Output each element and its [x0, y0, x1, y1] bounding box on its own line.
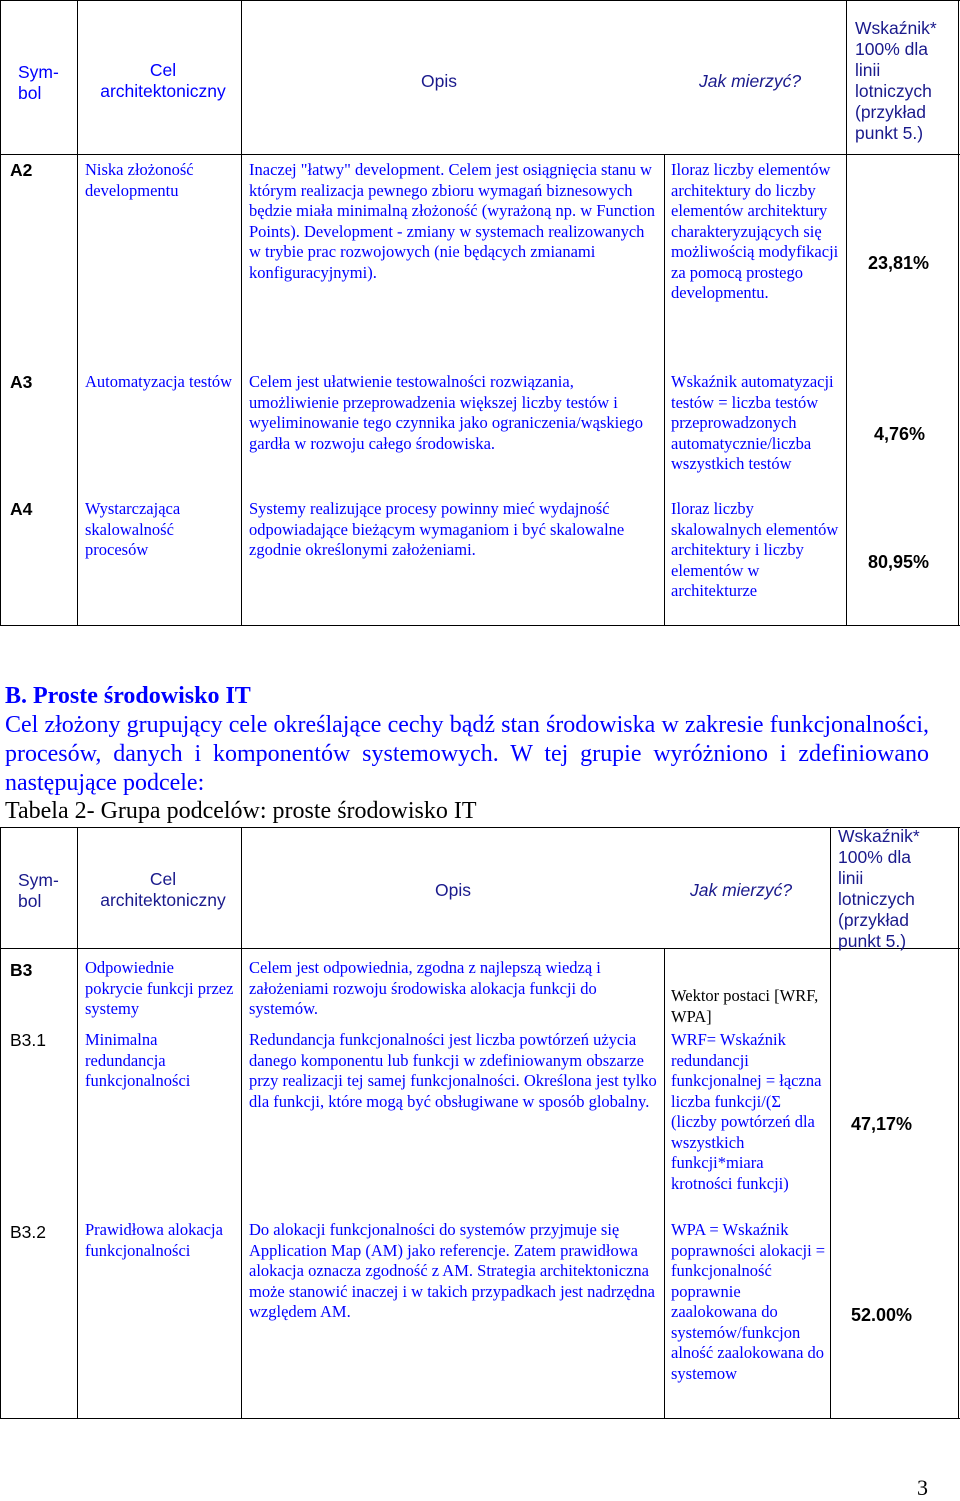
row-a4-description: Systemy realizujące procesy powinny mieć wydajność odpowiadające bieżącym wymaganiom i być skalowalne zgodnie określonymi założeniami.	[249, 499, 625, 559]
row-a4-measure: Iloraz liczby skalowalnych elementów architektury i liczby elementów w architekturze	[671, 499, 839, 600]
row-a3-symbol: A3	[10, 372, 33, 392]
header-indicator: Wskaźnik* 100% dla linii lotniczych (przykład punkt 5.)	[855, 18, 937, 143]
row-a3-goal: Automatyzacja testów	[85, 372, 233, 391]
t2-header-indicator: Wskaźnik* 100% dla linii lotniczych (przykład punkt 5.)	[838, 826, 920, 951]
header-description: Opis	[421, 71, 457, 91]
row-b3-1-symbol: B3.1	[10, 1030, 46, 1050]
row-a2-symbol: A2	[10, 160, 33, 180]
row-b3-1-description: Redundancja funkcjonalności jest liczba powtórzeń użycia danego komponentu lub funkcji w zdefiniowanym obszarze przy realizacji tej samej funkcjonalności. Określona jest tylko dla funkcji, które mogą być obsługiwane w sposób globalny.	[249, 1030, 657, 1111]
row-a4-symbol: A4	[10, 499, 33, 519]
row-a2-value: 23,81%	[868, 253, 930, 273]
row-a4-goal: Wystarczająca skalowalność procesów	[85, 499, 181, 559]
t2-header-description: Opis	[435, 880, 471, 900]
header-goal: Cel architektoniczny	[100, 60, 226, 101]
row-b3-2-symbol: B3.2	[10, 1222, 46, 1242]
row-a2-goal: Niska złożoność developmentu	[85, 160, 194, 200]
row-a3-measure: Wskaźnik automatyzacji testów = liczba testów przeprowadzonych automatycznie/liczba wszystkich testów	[671, 372, 834, 473]
row-b3-goal: Odpowiednie pokrycie funkcji przez systemy	[85, 958, 234, 1018]
row-b3-2-description: Do alokacji funkcjonalności do systemów przyjmuje się Application Map (AM) jako referencje. Zatem prawidłowa alokacja oznacza zgodność z AM. Strategia architektoniczna może stanowić inaczej i w takich przypadkach jest nadrzędna względem AM.	[249, 1220, 655, 1321]
header-symbol: Sym- bol	[18, 62, 59, 103]
section-paragraph: Cel złożony grupujący cele określające cechy bądź stan środowiska w zakresie funkcjonalności, procesów, danych i komponentów systemowych. W tej grupie wyróżniono i zdefiniowano następujące podcele:	[5, 712, 929, 796]
row-b3-measure	[671, 986, 826, 1027]
t2-header-symbol: Sym- bol	[18, 870, 59, 911]
row-b3-2-measure: WPA = Wskaźnik poprawności alokacji = funkcjonalność poprawnie zaalokowana do systemów/funkcjon alność zaalokowana do systemow	[671, 1220, 826, 1383]
row-b3-symbol: B3	[10, 960, 33, 980]
row-b3-1-value: 47,17%	[851, 1114, 913, 1134]
page-number: 3	[917, 1475, 928, 1500]
row-a2-measure: Iloraz liczby elementów architektury do liczby elementów architektury charakteryzujących się możliwością modyfikacji za pomocą prostego developmentu.	[671, 160, 839, 302]
row-b3-1-goal: Minimalna redundancja funkcjonalności	[85, 1030, 191, 1090]
section-heading: B. Proste środowisko IT	[5, 683, 251, 709]
row-b3-1-measure: WRF= Wskaźnik redundancji funkcjonalnej = łączna liczba funkcji/(Σ (liczby powtórzeń dla wszystkich funkcji*miara krotności funkcji)	[671, 1030, 822, 1193]
t2-header-goal: Cel architektoniczny	[100, 869, 226, 910]
row-b3-2-value: 52.00%	[851, 1305, 913, 1325]
header-measure: Jak mierzyć?	[699, 71, 802, 91]
t2-header-measure: Jak mierzyć?	[690, 880, 793, 900]
row-a2-description: Inaczej "łatwy" development. Celem jest osiągnięcia stanu w którym realizacja pewnego zbioru wymagań biznesowych będzie miała minimalną złożoność (wyrażoną np. w Function Points). Development - zmiany w systemach realizowanych w trybie prac rozwojowych (nie będących zmianami konfiguracyjnymi).	[249, 160, 655, 282]
row-b3-description: Celem jest odpowiednia, zgodna z najlepszą wiedzą i założeniami rozwoju środowiska alokacja funkcji do systemów.	[249, 958, 601, 1018]
row-a3-description: Celem jest ułatwienie testowalności rozwiązania, umożliwienie przeprowadzenia większej liczby testów i wyeliminowanie tego czynnika jako ograniczenia/wąskiego gardła w rozwoju całego środowiska.	[249, 372, 644, 453]
row-a4-value: 80,95%	[868, 552, 930, 572]
row-b3-2-goal: Prawidłowa alokacja funkcjonalności	[85, 1220, 223, 1260]
table-2-caption: Tabela 2- Grupa podcelów: proste środowisko IT	[5, 798, 477, 824]
row-b3-measure-text: Wektor postaci [WRF, WPA]	[671, 986, 819, 1026]
row-a3-value: 4,76%	[874, 424, 926, 444]
